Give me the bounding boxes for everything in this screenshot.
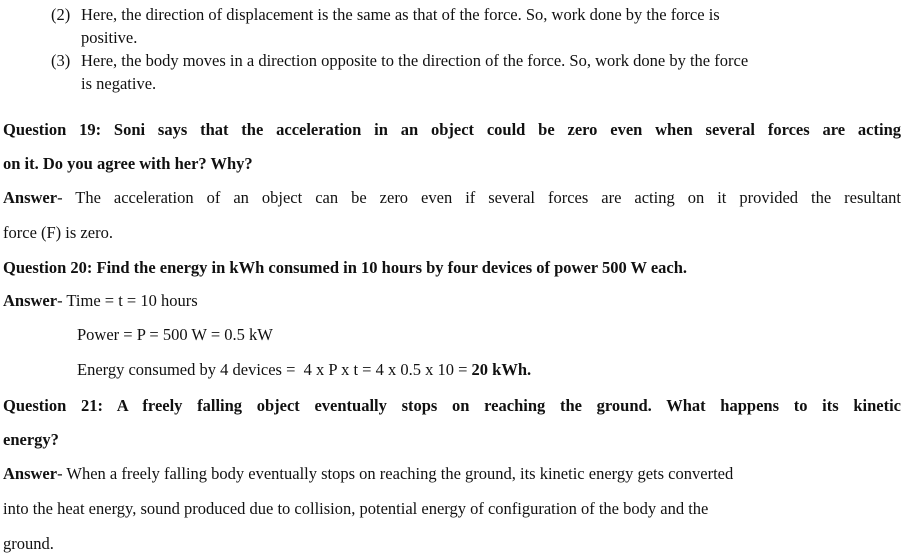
answer-20-formula: Energy consumed by 4 devices = 4 x P x t = 4 x 0.5 x 10 = — [77, 360, 472, 379]
answer-20-line3 — [77, 360, 531, 380]
question-21 — [3, 396, 901, 416]
answer-19 — [3, 188, 901, 208]
prev-item-number: (3) — [51, 51, 71, 70]
question-19-line1 — [3, 120, 901, 140]
prev-item-text: Here, the body moves in a direction opposite to the direction of the force. So, work done by the force — [81, 51, 749, 70]
question-text: Soni says that the acceleration in an object could be zero even when several forces are acting — [113, 120, 901, 139]
answer-20-line2: Power = P = 500 W = 0.5 kW — [77, 325, 273, 344]
answer-label: Answer — [3, 291, 58, 310]
answer-20-result: 20 kWh. — [471, 360, 532, 379]
prev-item-2 — [51, 5, 720, 25]
question-19 — [3, 120, 901, 140]
answer-text: - When a freely falling body eventually stops on reaching the ground, its kinetic energy gets converted — [57, 464, 734, 483]
prev-item-number: (2) — [51, 5, 71, 24]
question-21-line1 — [3, 396, 901, 416]
question-label: Question 19: — [3, 120, 102, 139]
prev-item-3 — [51, 51, 748, 71]
answer-text: - The acceleration of an object can be zero even if several forces are acting on it provided the resultant — [57, 188, 901, 207]
question-20 — [3, 258, 687, 278]
answer-label: Answer — [3, 188, 58, 207]
answer-label: Answer — [3, 464, 58, 483]
question-label: Question 20: — [3, 258, 93, 277]
answer-20 — [3, 291, 198, 311]
question-19-line2: on it. Do you agree with her? Why? — [3, 154, 253, 173]
answer-19-line2: force (F) is zero. — [3, 223, 113, 242]
question-text: Find the energy in kWh consumed in 10 hours by four devices of power 500 W each. — [96, 258, 688, 277]
prev-item-2-continuation: positive. — [81, 28, 138, 47]
answer-21-line3: ground. — [3, 534, 54, 553]
prev-item-text: Here, the direction of displacement is the same as that of the force. So, work done by the force is — [81, 5, 720, 24]
question-21-line2: energy? — [3, 430, 59, 449]
answer-21-line2: into the heat energy, sound produced due to collision, potential energy of configuration of the body and the — [3, 499, 709, 518]
answer-21 — [3, 464, 733, 484]
prev-item-3-continuation: is negative. — [81, 74, 157, 93]
question-text: A freely falling object eventually stops on reaching the ground. What happens to its kinetic — [116, 396, 901, 415]
answer-text: - Time = t = 10 hours — [57, 291, 198, 310]
question-label: Question 21: — [3, 396, 103, 415]
answer-19-line1 — [3, 188, 901, 208]
